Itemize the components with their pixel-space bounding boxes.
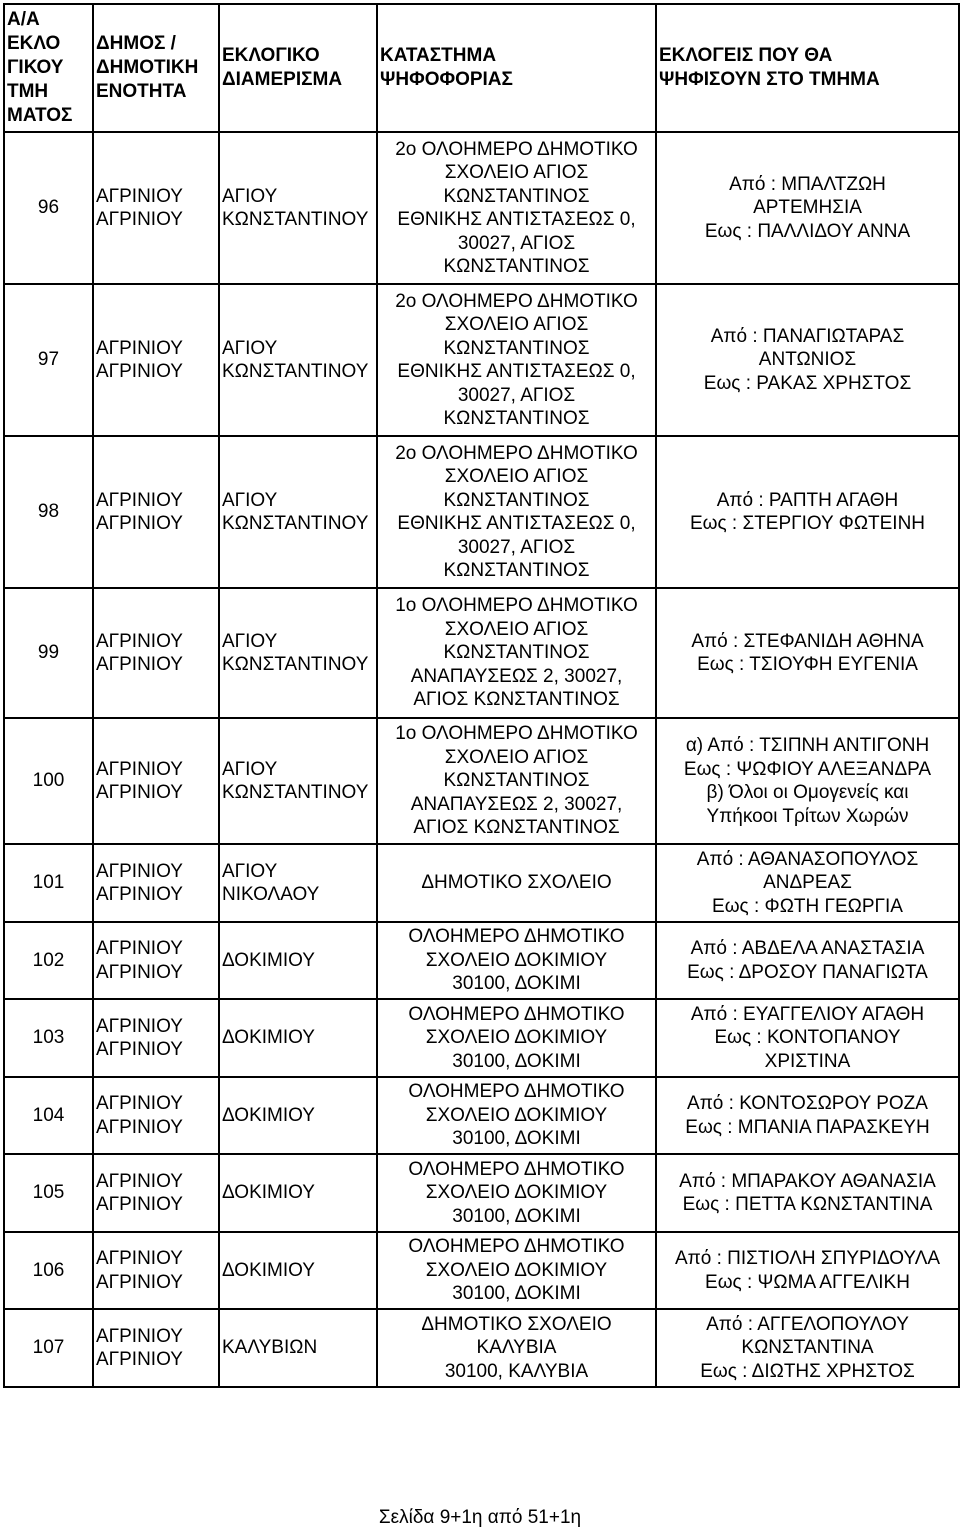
cell-diamerisma: ΔΟΚΙΜΙΟΥ — [219, 1154, 377, 1232]
cell-aa: 103 — [4, 999, 93, 1077]
cell-katastima: ΔΗΜΟΤΙΚΟ ΣΧΟΛΕΙΟ — [377, 844, 656, 922]
cell-ekloges: Από : ΑΓΓΕΛΟΠΟΥΛΟΥ ΚΩΝΣΤΑΝΤΙΝΑ Εως : ΔΙΩΤΗΣ ΧΡΗΣΤΟΣ — [656, 1309, 959, 1387]
cell-dimos: ΑΓΡΙΝΙΟΥ ΑΓΡΙΝΙΟΥ — [93, 718, 219, 844]
cell-dimos: ΑΓΡΙΝΙΟΥ ΑΓΡΙΝΙΟΥ — [93, 1232, 219, 1309]
cell-aa: 96 — [4, 132, 93, 284]
cell-aa: 99 — [4, 588, 93, 718]
table-row — [4, 1154, 959, 1232]
cell-dimos: ΑΓΡΙΝΙΟΥ ΑΓΡΙΝΙΟΥ — [93, 284, 219, 436]
polling-stations-table — [3, 3, 960, 1388]
table-row — [4, 1077, 959, 1154]
cell-aa: 100 — [4, 718, 93, 844]
cell-diamerisma: ΚΑΛΥΒΙΩΝ — [219, 1309, 377, 1387]
cell-diamerisma: ΔΟΚΙΜΙΟΥ — [219, 922, 377, 999]
table-row — [4, 436, 959, 588]
cell-diamerisma: ΔΟΚΙΜΙΟΥ — [219, 999, 377, 1077]
cell-ekloges: Από : ΕΥΑΓΓΕΛΙΟΥ ΑΓΑΘΗ Εως : ΚΟΝΤΟΠΑΝΟΥ ΧΡΙΣΤΙΝΑ — [656, 999, 959, 1077]
cell-aa: 98 — [4, 436, 93, 588]
cell-katastima: ΟΛΟΗΜΕΡΟ ΔΗΜΟΤΙΚΟ ΣΧΟΛΕΙΟ ΔΟΚΙΜΙΟΥ 30100, ΔΟΚΙΜΙ — [377, 1232, 656, 1309]
cell-katastima: 2ο ΟΛΟΗΜΕΡΟ ΔΗΜΟΤΙΚΟ ΣΧΟΛΕΙΟ ΑΓΙΟΣ ΚΩΝΣΤΑΝΤΙΝΟΣ ΕΘΝΙΚΗΣ ΑΝΤΙΣΤΑΣΕΩΣ 0, 30027, ΑΓΙΟΣ ΚΩΝΣΤΑΝΤΙΝΟΣ — [377, 284, 656, 436]
cell-aa: 107 — [4, 1309, 93, 1387]
cell-ekloges: Από : ΠΑΝΑΓΙΩΤΑΡΑΣ ΑΝΤΩΝΙΟΣ Εως : ΡΑΚΑΣ ΧΡΗΣΤΟΣ — [656, 284, 959, 436]
table-row — [4, 844, 959, 922]
cell-katastima: 2ο ΟΛΟΗΜΕΡΟ ΔΗΜΟΤΙΚΟ ΣΧΟΛΕΙΟ ΑΓΙΟΣ ΚΩΝΣΤΑΝΤΙΝΟΣ ΕΘΝΙΚΗΣ ΑΝΤΙΣΤΑΣΕΩΣ 0, 30027, ΑΓΙΟΣ ΚΩΝΣΤΑΝΤΙΝΟΣ — [377, 436, 656, 588]
cell-ekloges: Από : ΡΑΠΤΗ ΑΓΑΘΗ Εως : ΣΤΕΡΓΙΟΥ ΦΩΤΕΙΝΗ — [656, 436, 959, 588]
header-katastima: ΚΑΤΑΣΤΗΜΑ ΨΗΦΟΦΟΡΙΑΣ — [377, 4, 656, 132]
cell-dimos: ΑΓΡΙΝΙΟΥ ΑΓΡΙΝΙΟΥ — [93, 1154, 219, 1232]
cell-aa: 102 — [4, 922, 93, 999]
cell-diamerisma: ΑΓΙΟΥ ΚΩΝΣΤΑΝΤΙΝΟΥ — [219, 284, 377, 436]
cell-dimos: ΑΓΡΙΝΙΟΥ ΑΓΡΙΝΙΟΥ — [93, 132, 219, 284]
table-row — [4, 922, 959, 999]
cell-katastima: ΟΛΟΗΜΕΡΟ ΔΗΜΟΤΙΚΟ ΣΧΟΛΕΙΟ ΔΟΚΙΜΙΟΥ 30100, ΔΟΚΙΜΙ — [377, 999, 656, 1077]
cell-katastima: ΟΛΟΗΜΕΡΟ ΔΗΜΟΤΙΚΟ ΣΧΟΛΕΙΟ ΔΟΚΙΜΙΟΥ 30100, ΔΟΚΙΜΙ — [377, 922, 656, 999]
cell-dimos: ΑΓΡΙΝΙΟΥ ΑΓΡΙΝΙΟΥ — [93, 922, 219, 999]
cell-ekloges: Από : ΑΘΑΝΑΣΟΠΟΥΛΟΣ ΑΝΔΡΕΑΣ Εως : ΦΩΤΗ ΓΕΩΡΓΙΑ — [656, 844, 959, 922]
cell-katastima: ΔΗΜΟΤΙΚΟ ΣΧΟΛΕΙΟ ΚΑΛΥΒΙΑ 30100, ΚΑΛΥΒΙΑ — [377, 1309, 656, 1387]
cell-diamerisma: ΑΓΙΟΥ ΚΩΝΣΤΑΝΤΙΝΟΥ — [219, 132, 377, 284]
cell-diamerisma: ΑΓΙΟΥ ΚΩΝΣΤΑΝΤΙΝΟΥ — [219, 588, 377, 718]
cell-ekloges: Από : ΠΙΣΤΙΟΛΗ ΣΠΥΡΙΔΟΥΛΑ Εως : ΨΩΜΑ ΑΓΓΕΛΙΚΗ — [656, 1232, 959, 1309]
header-aa: Α/Α ΕΚΛΟ ΓΙΚΟΥ ΤΜΗ ΜΑΤΟΣ — [4, 4, 93, 132]
cell-dimos: ΑΓΡΙΝΙΟΥ ΑΓΡΙΝΙΟΥ — [93, 1309, 219, 1387]
cell-ekloges: α) Από : ΤΣΙΠΝΗ ΑΝΤΙΓΟΝΗ Εως : ΨΩΦΙΟΥ ΑΛΕΞΑΝΔΡΑ β) Όλοι οι Ομογενείς και Υπήκοοι Τρίτων Χωρών — [656, 718, 959, 844]
table-row — [4, 132, 959, 284]
cell-aa: 101 — [4, 844, 93, 922]
table-row — [4, 1309, 959, 1387]
cell-dimos: ΑΓΡΙΝΙΟΥ ΑΓΡΙΝΙΟΥ — [93, 1077, 219, 1154]
cell-ekloges: Από : ΜΠΑΛΤΖΩΗ ΑΡΤΕΜΗΣΙΑ Εως : ΠΑΛΛΙΔΟΥ ΑΝΝΑ — [656, 132, 959, 284]
cell-katastima: 1ο ΟΛΟΗΜΕΡΟ ΔΗΜΟΤΙΚΟ ΣΧΟΛΕΙΟ ΑΓΙΟΣ ΚΩΝΣΤΑΝΤΙΝΟΣ ΑΝΑΠΑΥΣΕΩΣ 2, 30027, ΑΓΙΟΣ ΚΩΝΣΤΑΝΤΙΝΟΣ — [377, 718, 656, 844]
cell-diamerisma: ΑΓΙΟΥ ΚΩΝΣΤΑΝΤΙΝΟΥ — [219, 718, 377, 844]
table-row — [4, 1232, 959, 1309]
cell-diamerisma: ΑΓΙΟΥ ΝΙΚΟΛΑΟΥ — [219, 844, 377, 922]
cell-aa: 106 — [4, 1232, 93, 1309]
cell-aa: 104 — [4, 1077, 93, 1154]
table-row — [4, 718, 959, 844]
cell-ekloges: Από : ΑΒΔΕΛΑ ΑΝΑΣΤΑΣΙΑ Εως : ΔΡΟΣΟΥ ΠΑΝΑΓΙΩΤΑ — [656, 922, 959, 999]
cell-dimos: ΑΓΡΙΝΙΟΥ ΑΓΡΙΝΙΟΥ — [93, 436, 219, 588]
table-row — [4, 999, 959, 1077]
header-ekloges: ΕΚΛΟΓΕΙΣ ΠΟΥ ΘΑ ΨΗΦΙΣΟΥΝ ΣΤΟ ΤΜΗΜΑ — [656, 4, 959, 132]
table-row — [4, 284, 959, 436]
cell-katastima: 2ο ΟΛΟΗΜΕΡΟ ΔΗΜΟΤΙΚΟ ΣΧΟΛΕΙΟ ΑΓΙΟΣ ΚΩΝΣΤΑΝΤΙΝΟΣ ΕΘΝΙΚΗΣ ΑΝΤΙΣΤΑΣΕΩΣ 0, 30027, ΑΓΙΟΣ ΚΩΝΣΤΑΝΤΙΝΟΣ — [377, 132, 656, 284]
cell-katastima: ΟΛΟΗΜΕΡΟ ΔΗΜΟΤΙΚΟ ΣΧΟΛΕΙΟ ΔΟΚΙΜΙΟΥ 30100, ΔΟΚΙΜΙ — [377, 1154, 656, 1232]
header-diamerisma: ΕΚΛΟΓΙΚΟ ΔΙΑΜΕΡΙΣΜΑ — [219, 4, 377, 132]
cell-aa: 105 — [4, 1154, 93, 1232]
page-number: Σελίδα 9+1η από 51+1η — [378, 1507, 582, 1528]
cell-dimos: ΑΓΡΙΝΙΟΥ ΑΓΡΙΝΙΟΥ — [93, 588, 219, 718]
cell-diamerisma: ΔΟΚΙΜΙΟΥ — [219, 1077, 377, 1154]
cell-katastima: ΟΛΟΗΜΕΡΟ ΔΗΜΟΤΙΚΟ ΣΧΟΛΕΙΟ ΔΟΚΙΜΙΟΥ 30100, ΔΟΚΙΜΙ — [377, 1077, 656, 1154]
table-row — [4, 588, 959, 718]
cell-ekloges: Από : ΣΤΕΦΑΝΙΔΗ ΑΘΗΝΑ Εως : ΤΣΙΟΥΦΗ ΕΥΓΕΝΙΑ — [656, 588, 959, 718]
cell-dimos: ΑΓΡΙΝΙΟΥ ΑΓΡΙΝΙΟΥ — [93, 844, 219, 922]
cell-ekloges: Από : ΜΠΑΡΑΚΟΥ ΑΘΑΝΑΣΙΑ Εως : ΠΕΤΤΑ ΚΩΝΣΤΑΝΤΙΝΑ — [656, 1154, 959, 1232]
table-header-row — [4, 4, 959, 132]
cell-katastima: 1ο ΟΛΟΗΜΕΡΟ ΔΗΜΟΤΙΚΟ ΣΧΟΛΕΙΟ ΑΓΙΟΣ ΚΩΝΣΤΑΝΤΙΝΟΣ ΑΝΑΠΑΥΣΕΩΣ 2, 30027, ΑΓΙΟΣ ΚΩΝΣΤΑΝΤΙΝΟΣ — [377, 588, 656, 718]
cell-aa: 97 — [4, 284, 93, 436]
cell-diamerisma: ΑΓΙΟΥ ΚΩΝΣΤΑΝΤΙΝΟΥ — [219, 436, 377, 588]
cell-ekloges: Από : ΚΟΝΤΟΣΩΡΟΥ ΡΟΖΑ Εως : ΜΠΑΝΙΑ ΠΑΡΑΣΚΕΥΗ — [656, 1077, 959, 1154]
cell-dimos: ΑΓΡΙΝΙΟΥ ΑΓΡΙΝΙΟΥ — [93, 999, 219, 1077]
cell-diamerisma: ΔΟΚΙΜΙΟΥ — [219, 1232, 377, 1309]
header-dimos: ΔΗΜΟΣ / ΔΗΜΟΤΙΚΗ ΕΝΟΤΗΤΑ — [93, 4, 219, 132]
